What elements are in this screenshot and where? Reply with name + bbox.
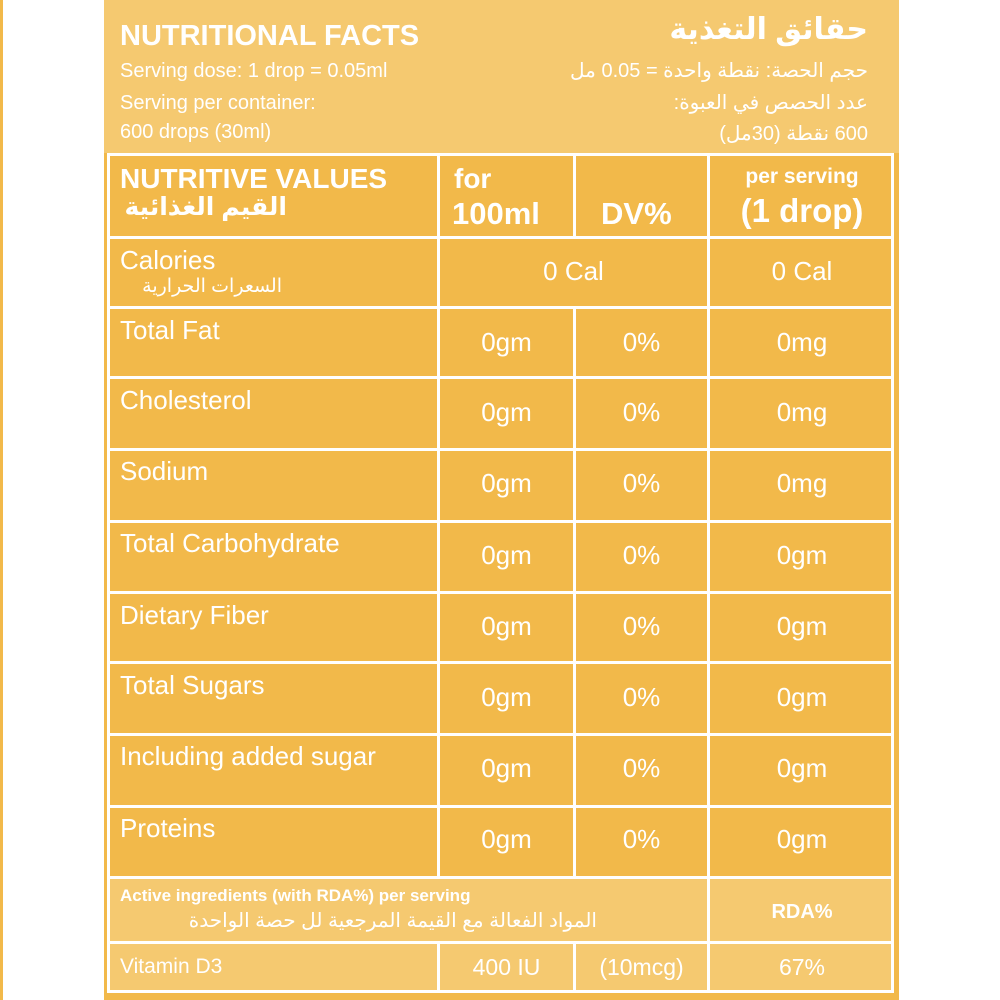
dv-value: 0% <box>622 468 661 498</box>
serving-dose-en: Serving dose: 1 drop = 0.05ml <box>120 60 388 82</box>
nutrient-name-en: Dietary Fiber <box>120 600 269 630</box>
dv-value: 0% <box>622 327 661 357</box>
nutrient-name-en: Proteins <box>120 813 216 843</box>
nutrient-name-en: Total Sugars <box>120 670 265 700</box>
nutrient-name-ar: السعرات الحرارية <box>142 276 282 297</box>
servings-per-container-en: Serving per container: <box>120 92 316 114</box>
one-drop-label: (1 drop) <box>740 192 864 229</box>
table-divider <box>107 520 894 523</box>
ingredient-amount-iu: 400 IU <box>472 954 541 980</box>
container-drops-en: 600 drops (30ml) <box>120 121 272 143</box>
title-en: NUTRITIONAL FACTS <box>120 20 420 52</box>
table-divider <box>107 306 894 309</box>
per-serving-value: 0gm <box>776 682 828 712</box>
table-divider <box>107 448 894 451</box>
per-100ml-value: 0gm <box>481 611 532 641</box>
table-divider <box>107 661 894 664</box>
dv-value: 0% <box>622 611 661 641</box>
per-100ml-value: 0gm <box>481 540 532 570</box>
left-edge-strip <box>0 0 3 1000</box>
active-ingredients-heading-ar: المواد الفعالة مع القيمة المرجعية لل حصة الواحدة <box>188 910 597 932</box>
per-serving-value: 0gm <box>776 824 828 854</box>
nutritive-values-ar: القيم الغذائية <box>124 193 287 221</box>
rda-label: RDA% <box>771 901 833 923</box>
table-divider <box>107 941 894 944</box>
per-serving-value: 0 Cal <box>771 256 833 286</box>
nutrient-name-en: Total Fat <box>120 315 220 345</box>
ingredient-amount-mcg: (10mcg) <box>599 954 684 980</box>
dv-value: 0% <box>622 753 661 783</box>
table-divider <box>107 805 894 808</box>
dv-label: DV% <box>601 196 672 231</box>
dv-value: 0% <box>622 397 661 427</box>
per-serving-value: 0mg <box>776 327 828 357</box>
per-serving-value: 0gm <box>776 611 828 641</box>
per-100ml-value: 0gm <box>481 753 532 783</box>
title-ar: حقائق التغذية <box>669 13 868 46</box>
table-divider <box>107 876 894 879</box>
dv-value: 0% <box>622 682 661 712</box>
table-divider <box>107 236 894 239</box>
nutrient-name-en: Including added sugar <box>120 741 376 771</box>
per-100ml-value: 0 Cal <box>543 256 604 286</box>
container-drops-ar: 600 نقطة (30مل) <box>719 123 868 145</box>
per-100ml-label: 100ml <box>452 196 540 231</box>
nutrient-name-en: Total Carbohydrate <box>120 528 340 558</box>
dv-value: 0% <box>622 824 661 854</box>
column-divider <box>573 153 576 239</box>
table-divider <box>107 376 894 379</box>
ingredient-name-en: Vitamin D3 <box>120 955 223 978</box>
serving-dose-ar: حجم الحصة: نقطة واحدة = 0.05 مل <box>570 60 868 82</box>
ingredient-rda-value: 67% <box>778 954 826 980</box>
per-serving-value: 0mg <box>776 397 828 427</box>
per-serving-value: 0mg <box>776 468 828 498</box>
nutritive-values-en: NUTRITIVE VALUES <box>120 163 388 194</box>
servings-per-container-ar: عدد الحصص في العبوة: <box>673 92 868 114</box>
per-serving-value: 0gm <box>776 540 828 570</box>
nutrient-name-en: Calories <box>120 245 216 275</box>
per-serving-value: 0gm <box>776 753 828 783</box>
nutrition-facts-panel <box>104 0 899 1000</box>
per-100ml-value: 0gm <box>481 397 532 427</box>
for-label: for <box>454 163 492 194</box>
nutrient-name-en: Sodium <box>120 456 209 486</box>
nutrient-name-en: Cholesterol <box>120 385 252 415</box>
active-ingredients-heading-en: Active ingredients (with RDA%) per serving <box>120 886 471 905</box>
per-100ml-value: 0gm <box>481 327 532 357</box>
per-100ml-value: 0gm <box>481 824 532 854</box>
per-100ml-value: 0gm <box>481 682 532 712</box>
dv-value: 0% <box>622 540 661 570</box>
column-divider <box>573 306 576 876</box>
table-divider <box>107 733 894 736</box>
table-divider <box>107 591 894 594</box>
per-100ml-value: 0gm <box>481 468 532 498</box>
per-serving-label: per serving <box>745 165 859 188</box>
